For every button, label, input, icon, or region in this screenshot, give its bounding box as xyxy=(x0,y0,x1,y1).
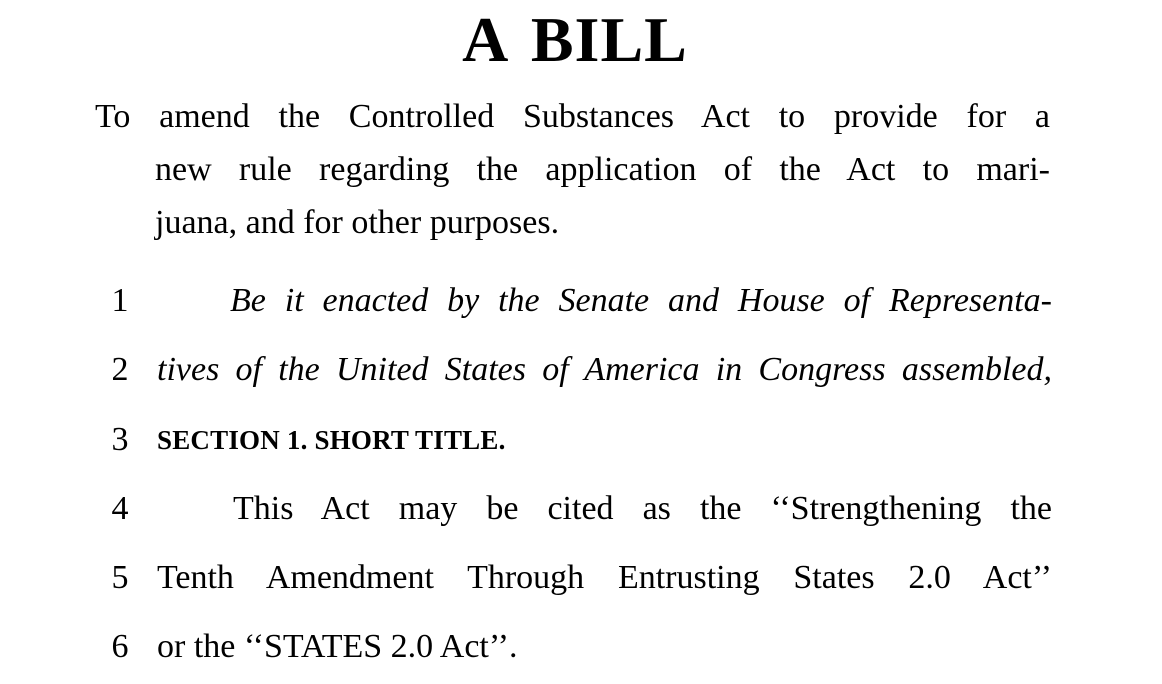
bill-line-2 xyxy=(0,345,1162,395)
bill-line-5 xyxy=(0,553,1162,603)
bill-line-3 xyxy=(0,415,1162,465)
bill-line-4 xyxy=(0,484,1162,534)
purpose-line-1: To amend the Controlled Substances Act to provide for a xyxy=(95,98,1050,135)
short-title-text-part-2: Tenth Amendment Through Entrusting States 2.0 Act’’ xyxy=(157,559,1052,596)
line-number: 6 xyxy=(111,628,129,665)
line-number: 1 xyxy=(111,282,129,319)
line-number: 5 xyxy=(111,559,129,596)
bill-line-1 xyxy=(0,276,1162,326)
short-title-text-part-1: This Act may be cited as the ‘‘Strengthening the xyxy=(233,490,1052,527)
short-title-text-part-3: or the ‘‘STATES 2.0 Act’’. xyxy=(157,628,518,665)
purpose-line-3: juana, and for other purposes. xyxy=(155,204,560,241)
bill-purpose xyxy=(95,90,1050,249)
line-number: 4 xyxy=(111,490,129,527)
enacting-clause-part-1: Be it enacted by the Senate and House of Representa- xyxy=(230,282,1052,319)
line-number: 2 xyxy=(111,351,129,388)
line-number: 3 xyxy=(111,421,129,458)
bill-heading: A BILL xyxy=(462,4,688,75)
enacting-clause-part-2: tives of the United States of America in Congress assembled, xyxy=(157,351,1052,388)
purpose-line-2: new rule regarding the application of the Act to mari- xyxy=(155,151,1050,188)
bill-line-6 xyxy=(0,622,1162,672)
section-heading: SECTION 1. SHORT TITLE. xyxy=(157,425,506,455)
